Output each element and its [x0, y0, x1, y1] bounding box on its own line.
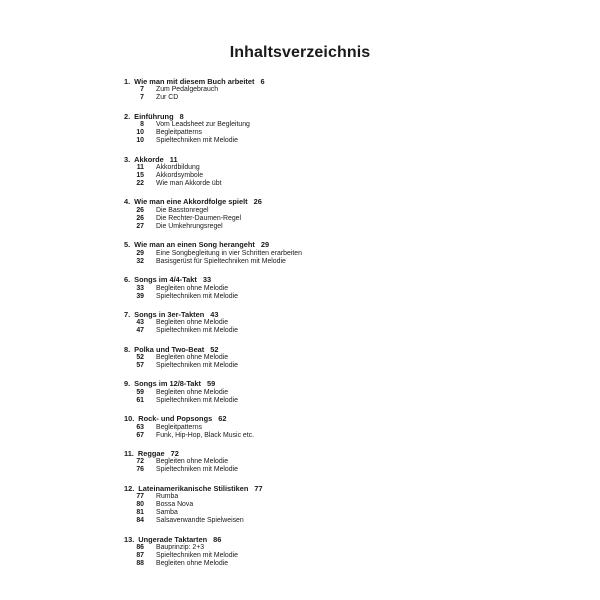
entry-page-number: 7	[140, 94, 144, 102]
toc-chapter	[124, 414, 504, 440]
toc-entry	[124, 362, 504, 370]
toc-entry	[124, 501, 504, 509]
toc-entry	[124, 560, 504, 568]
entry-title: Die Rechter-Daumen-Regel	[156, 214, 242, 222]
chapter-heading	[124, 275, 504, 284]
entry-page-number: 47	[136, 327, 144, 335]
chapter-title: Songs im 12/8-Takt	[134, 379, 201, 389]
toc-entry	[124, 319, 504, 327]
chapter-title: Wie man eine Akkordfolge spielt	[134, 197, 248, 207]
chapter-number: 8.	[124, 344, 131, 354]
entry-page-number: 86	[136, 544, 144, 552]
chapter-heading	[124, 112, 504, 121]
toc-entry	[124, 94, 504, 102]
chapter-page-number: 8	[179, 111, 184, 121]
entry-title: Spieltechniken mit Melodie	[156, 327, 238, 335]
entry-title: Begleiten ohne Melodie	[156, 284, 229, 292]
chapter-page-number: 11	[169, 154, 178, 164]
entry-title: Vom Leadsheet zur Begleitung	[156, 121, 250, 129]
chapter-page-number: 52	[210, 344, 219, 354]
chapter-page-number: 26	[253, 197, 262, 207]
entry-page-number: 11	[136, 164, 144, 172]
entry-title: Spieltechniken mit Melodie	[156, 137, 238, 145]
chapter-title: Wie man mit diesem Buch arbeitet	[134, 77, 255, 86]
entry-title: Basisgerüst für Spieltechniken mit Melodie	[156, 257, 286, 265]
entry-page-number: 77	[136, 493, 144, 501]
chapter-heading	[124, 484, 504, 493]
entry-page-number: 67	[136, 431, 144, 439]
chapter-title: Polka und Two-Beat	[134, 344, 205, 354]
toc-entry	[124, 258, 504, 266]
chapter-heading	[124, 379, 504, 388]
toc-entry	[124, 86, 504, 94]
chapter-title: Akkorde	[134, 154, 164, 164]
entry-page-number: 10	[136, 129, 144, 137]
toc-chapter	[124, 155, 504, 189]
entry-title: Rumba	[156, 493, 179, 501]
chapter-title: Ungerade Taktarten	[138, 534, 208, 544]
entry-title: Zum Pedalgebrauch	[156, 86, 219, 94]
toc-entry	[124, 215, 504, 223]
toc-chapter	[124, 197, 504, 231]
chapter-title: Lateinamerikanische Stilistiken	[138, 483, 249, 493]
entry-page-number: 63	[136, 423, 144, 431]
toc-chapter	[124, 310, 504, 336]
entry-title: Spieltechniken mit Melodie	[156, 466, 238, 474]
entry-title: Wie man Akkorde übt	[156, 180, 222, 188]
chapter-number: 1.	[124, 77, 131, 86]
chapter-heading	[124, 77, 504, 86]
chapter-title: Songs in 3er-Takten	[134, 309, 205, 319]
chapter-number: 4.	[124, 197, 131, 207]
entry-title: Spieltechniken mit Melodie	[156, 362, 238, 370]
entry-title: Begleiten ohne Melodie	[156, 388, 229, 396]
toc-entry	[124, 354, 504, 362]
chapter-number: 7.	[124, 309, 131, 319]
chapter-page-number: 86	[213, 534, 222, 544]
chapter-page-number: 62	[218, 414, 227, 424]
chapter-number: 9.	[124, 379, 131, 389]
entry-page-number: 39	[136, 292, 144, 300]
chapter-heading	[124, 310, 504, 319]
entry-title: Die Umkehrungsregel	[156, 223, 223, 231]
entry-title: Salsaverwandte Spielweisen	[156, 517, 244, 525]
entry-page-number: 76	[136, 466, 144, 474]
chapter-page-number: 6	[260, 77, 265, 86]
toc-chapter	[124, 77, 504, 103]
toc-chapter	[124, 275, 504, 301]
chapter-page-number: 72	[170, 448, 179, 458]
entry-page-number: 32	[136, 257, 144, 265]
entry-title: Samba	[156, 509, 178, 517]
chapter-title: Songs im 4/4-Takt	[134, 275, 197, 285]
entry-page-number: 27	[136, 223, 144, 231]
chapter-number: 10.	[124, 414, 135, 424]
entry-page-number: 8	[140, 121, 144, 129]
toc-entry	[124, 509, 504, 517]
toc-entry	[124, 432, 504, 440]
entry-page-number: 84	[136, 517, 144, 525]
toc-entry	[124, 285, 504, 293]
toc-entry	[124, 172, 504, 180]
toc-chapter	[124, 240, 504, 266]
entry-title: Bossa Nova	[156, 501, 194, 509]
entry-title: Spieltechniken mit Melodie	[156, 396, 238, 404]
chapter-page-number: 59	[206, 379, 216, 389]
toc-entry	[124, 164, 504, 172]
toc-entry	[124, 544, 504, 552]
chapter-title: Reggae	[137, 448, 165, 458]
entry-page-number: 29	[136, 249, 144, 257]
toc-chapter	[124, 345, 504, 371]
chapter-title: Rock- und Popsongs	[138, 414, 213, 424]
toc-entry	[124, 137, 504, 145]
toc-entry	[124, 121, 504, 129]
table-of-contents	[124, 77, 504, 578]
entry-page-number: 61	[136, 396, 144, 404]
toc-entry	[124, 207, 504, 215]
chapter-heading	[124, 449, 504, 458]
entry-page-number: 26	[136, 206, 144, 214]
entry-page-number: 22	[136, 180, 144, 188]
toc-chapter	[124, 484, 504, 526]
toc-entry	[124, 397, 504, 405]
chapter-page-number: 43	[210, 309, 219, 319]
toc-entry	[124, 129, 504, 137]
toc-entry	[124, 517, 504, 525]
entry-title: Zur CD	[156, 94, 179, 102]
chapter-number: 12.	[124, 483, 135, 493]
entry-page-number: 72	[136, 458, 144, 466]
chapter-title: Wie man an einen Song herangeht	[134, 240, 255, 250]
entry-page-number: 88	[136, 560, 144, 568]
entry-title: Spieltechniken mit Melodie	[156, 552, 238, 560]
entry-page-number: 10	[136, 137, 144, 145]
entry-page-number: 52	[136, 354, 144, 362]
chapter-heading	[124, 240, 504, 249]
toc-entry	[124, 223, 504, 231]
entry-title: Funk, Hip-Hop, Black Music etc.	[156, 431, 255, 439]
entry-title: Bauprinzip: 2+3	[156, 544, 205, 552]
entry-title: Begleitpatterns	[156, 423, 202, 431]
toc-entry	[124, 327, 504, 335]
toc-chapter	[124, 379, 504, 405]
toc-entry	[124, 424, 504, 432]
chapter-number: 11.	[124, 448, 134, 458]
toc-chapter	[124, 449, 504, 475]
chapter-heading	[124, 535, 504, 544]
entry-page-number: 26	[136, 214, 144, 222]
entry-title: Eine Songbegleitung in vier Schritten erarbeiten	[156, 249, 302, 257]
chapter-number: 6.	[124, 275, 131, 285]
entry-page-number: 7	[140, 86, 144, 94]
entry-page-number: 81	[136, 509, 144, 517]
toc-chapter	[124, 535, 504, 569]
chapter-heading	[124, 155, 504, 164]
entry-title: Die Basstonregel	[156, 206, 209, 214]
chapter-page-number: 29	[260, 240, 270, 250]
toc-entry	[124, 458, 504, 466]
chapter-title: Einführung	[134, 111, 174, 121]
entry-title: Begleitpatterns	[156, 129, 202, 137]
chapter-heading	[124, 414, 504, 423]
toc-entry	[124, 552, 504, 560]
chapter-heading	[124, 345, 504, 354]
chapter-page-number: 33	[202, 275, 212, 285]
toc-entry	[124, 293, 504, 301]
entry-page-number: 43	[136, 319, 144, 327]
entry-title: Spieltechniken mit Melodie	[156, 292, 238, 300]
toc-entry	[124, 250, 504, 258]
toc-entry	[124, 180, 504, 188]
toc-entry	[124, 493, 504, 501]
entry-page-number: 59	[136, 388, 144, 396]
entry-page-number: 87	[136, 552, 144, 560]
entry-page-number: 33	[136, 284, 144, 292]
entry-title: Begleiten ohne Melodie	[156, 354, 229, 362]
page-title: Inhaltsverzeichnis	[229, 44, 371, 61]
toc-chapter	[124, 112, 504, 146]
entry-page-number: 57	[136, 362, 144, 370]
chapter-heading	[124, 197, 504, 206]
entry-title: Begleiten ohne Melodie	[156, 560, 229, 568]
chapter-number: 2.	[124, 111, 131, 121]
chapter-page-number: 77	[254, 483, 263, 493]
chapter-number: 13.	[124, 534, 135, 544]
chapter-number: 3.	[124, 154, 131, 164]
entry-title: Begleiten ohne Melodie	[156, 319, 229, 327]
entry-title: Akkordbildung	[156, 164, 200, 172]
entry-page-number: 15	[136, 172, 144, 180]
entry-title: Begleiten ohne Melodie	[156, 458, 229, 466]
toc-entry	[124, 389, 504, 397]
chapter-number: 5.	[124, 240, 131, 250]
entry-page-number: 80	[136, 501, 144, 509]
entry-title: Akkordsymbole	[156, 172, 204, 180]
toc-entry	[124, 466, 504, 474]
